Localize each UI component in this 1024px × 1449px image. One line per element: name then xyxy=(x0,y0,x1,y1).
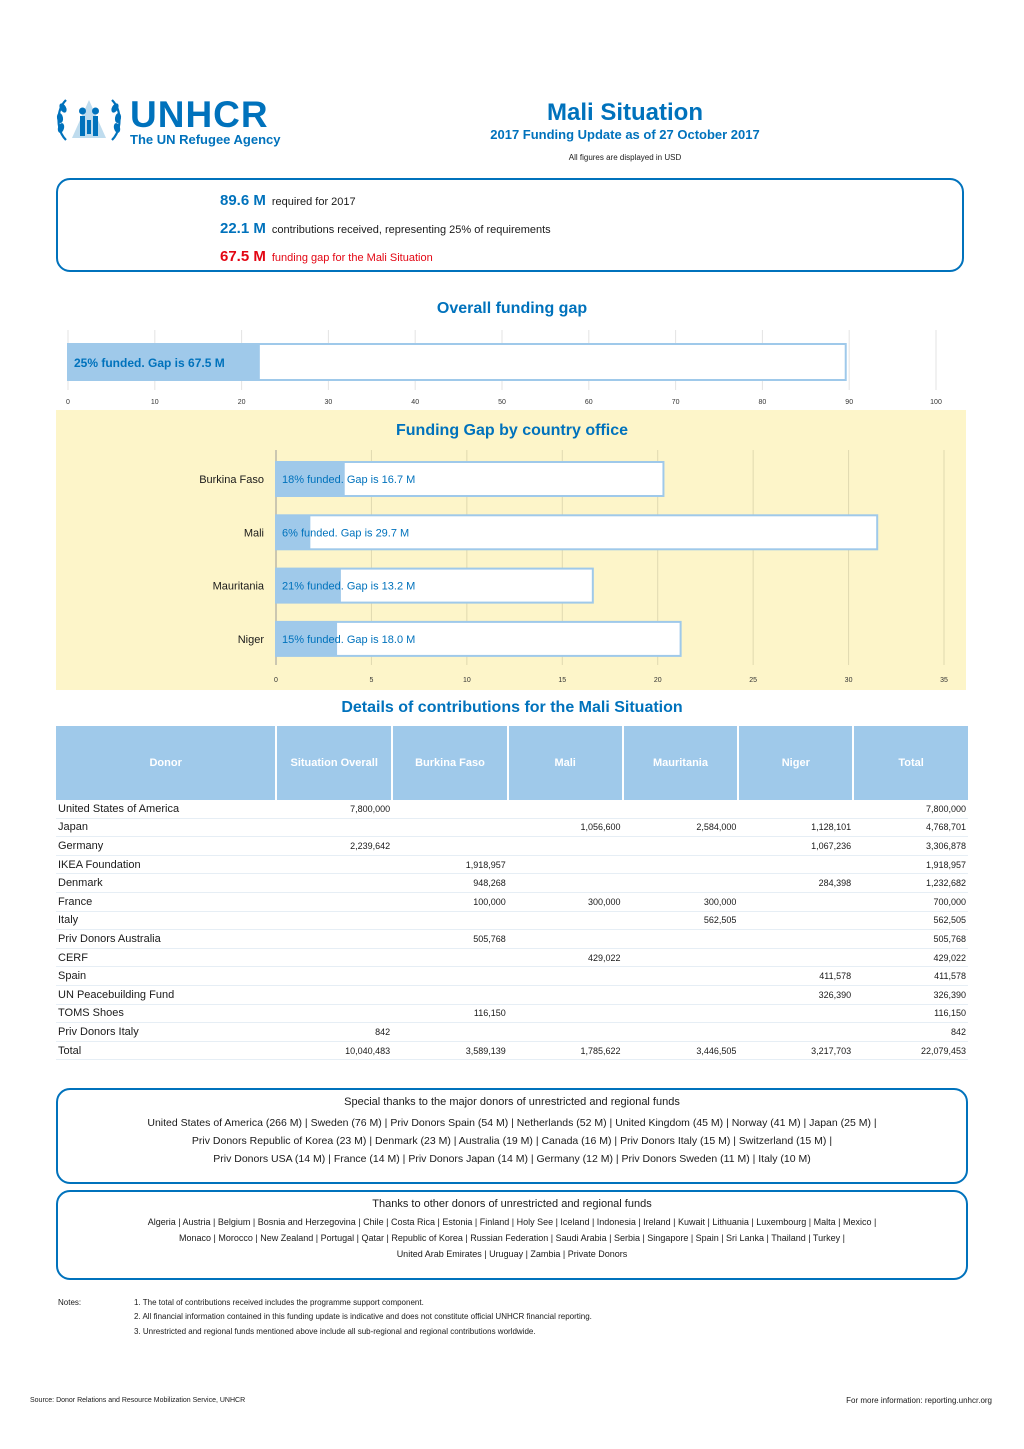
amount-cell: 429,022 xyxy=(508,948,623,967)
other-donors-line: United Arab Emirates | Uruguay | Zambia | Private Donors xyxy=(396,1249,628,1259)
amount-cell xyxy=(623,874,739,893)
x-tick-label: 0 xyxy=(66,399,70,406)
amount-cell: 1,056,600 xyxy=(508,818,623,837)
amount-cell xyxy=(623,1023,739,1042)
x-tick-label: 20 xyxy=(653,677,662,684)
category-label: Burkina Faso xyxy=(199,474,264,486)
amount-cell: 100,000 xyxy=(392,892,508,911)
major-donors-line: Priv Donors Republic of Korea (23 M) | Denmark (23 M) | Australia (19 M) | Canada (16 M) | Priv Donors Italy (15 M) | Switzerland (15 M) | xyxy=(191,1135,833,1147)
amount-cell: 700,000 xyxy=(853,892,968,911)
category-label: Mauritania xyxy=(212,580,264,593)
column-header: Mauritania xyxy=(623,726,739,800)
note-item: 3. Unrestricted and regional funds mentioned above include all sub-regional and regional contributions worldwide. xyxy=(134,1327,536,1336)
unhcr-emblem-icon xyxy=(54,94,124,146)
summary-received-value: 22.1 M xyxy=(220,220,266,237)
bar-label-pct: 6% funded xyxy=(282,527,335,540)
amount-cell xyxy=(276,930,392,949)
table-row xyxy=(56,985,968,1004)
bar-label-pct: 15% funded xyxy=(282,633,341,646)
amount-cell: 326,390 xyxy=(853,985,968,1004)
donor-cell: Spain xyxy=(56,967,276,986)
amount-cell xyxy=(508,911,623,930)
currency-note: All figures are displayed in USD xyxy=(568,153,682,162)
amount-cell: 2,584,000 xyxy=(623,818,739,837)
amount-cell xyxy=(508,1004,623,1023)
amount-cell xyxy=(276,911,392,930)
amount-cell xyxy=(508,800,623,818)
amount-cell: 3,589,139 xyxy=(392,1041,508,1060)
amount-cell: 116,150 xyxy=(392,1004,508,1023)
amount-cell: 3,446,505 xyxy=(623,1041,739,1060)
table-row xyxy=(56,911,968,930)
note-item: 1. The total of contributions received includes the programme support component. xyxy=(134,1298,424,1307)
summary-received-label: contributions received, representing 25% of requirements xyxy=(271,224,551,236)
amount-cell xyxy=(623,967,739,986)
amount-cell: 1,785,622 xyxy=(508,1041,623,1060)
column-header: Situation Overall xyxy=(276,726,392,800)
logo-wordmark: UNHCR xyxy=(130,94,269,135)
summary-gap xyxy=(220,248,433,265)
x-tick-label: 80 xyxy=(758,399,767,406)
x-tick-label: 50 xyxy=(498,399,506,406)
amount-cell: 411,578 xyxy=(738,967,853,986)
x-tick-label: 100 xyxy=(930,399,942,406)
amount-cell: 1,918,957 xyxy=(853,855,968,874)
amount-cell: 842 xyxy=(276,1023,392,1042)
amount-cell: 1,128,101 xyxy=(738,818,853,837)
donor-cell: Germany xyxy=(56,837,276,856)
amount-cell: 7,800,000 xyxy=(853,800,968,818)
amount-cell xyxy=(508,930,623,949)
amount-cell: 842 xyxy=(853,1023,968,1042)
amount-cell xyxy=(738,930,853,949)
amount-cell xyxy=(392,800,508,818)
amount-cell: 3,217,703 xyxy=(738,1041,853,1060)
contributions-table xyxy=(56,726,968,1060)
amount-cell xyxy=(738,892,853,911)
page-title: Mali Situation xyxy=(547,99,703,126)
x-tick-label: 90 xyxy=(845,399,854,406)
table-row xyxy=(56,967,968,986)
amount-cell xyxy=(738,948,853,967)
country-funding-chart xyxy=(56,410,966,690)
amount-cell xyxy=(623,930,739,949)
table-row xyxy=(56,930,968,949)
summary-gap-label: funding gap for the Mali Situation xyxy=(271,252,433,264)
amount-cell: 300,000 xyxy=(623,892,739,911)
table-row xyxy=(56,1004,968,1023)
donor-cell: France xyxy=(56,892,276,911)
table-title: Details of contributions for the Mali Situation xyxy=(341,699,683,716)
summary-received xyxy=(220,220,551,237)
amount-cell xyxy=(738,800,853,818)
x-tick-label: 60 xyxy=(584,399,593,406)
amount-cell xyxy=(276,818,392,837)
column-header: Burkina Faso xyxy=(392,726,508,800)
amount-cell xyxy=(623,1004,739,1023)
amount-cell: 284,398 xyxy=(738,874,853,893)
table-row xyxy=(56,1023,968,1042)
amount-cell xyxy=(623,855,739,874)
amount-cell: 3,306,878 xyxy=(853,837,968,856)
amount-cell xyxy=(276,855,392,874)
amount-cell xyxy=(392,911,508,930)
other-donors-line: Algeria | Austria | Belgium | Bosnia and Herzegovina | Chile | Costa Rica | Estonia | Finland | Holy See | Iceland | Indonesia | Ireland | Kuwait | Lithuania | Luxembourg | Malta | Mexico | xyxy=(147,1217,877,1227)
amount-cell xyxy=(623,948,739,967)
amount-cell xyxy=(392,967,508,986)
amount-cell xyxy=(508,985,623,1004)
amount-cell: 2,239,642 xyxy=(276,837,392,856)
major-donors-title: Special thanks to the major donors of unrestricted and regional funds xyxy=(344,1096,680,1108)
table-header-row xyxy=(56,726,968,800)
x-tick-label: 30 xyxy=(844,677,853,684)
amount-cell xyxy=(392,837,508,856)
table-total-row xyxy=(56,1041,968,1060)
x-tick-label: 35 xyxy=(940,677,948,684)
amount-cell: 505,768 xyxy=(392,930,508,949)
amount-cell xyxy=(738,911,853,930)
amount-cell xyxy=(508,874,623,893)
other-donors-box xyxy=(56,1190,968,1280)
amount-cell xyxy=(738,1004,853,1023)
amount-cell xyxy=(276,874,392,893)
donor-cell: TOMS Shoes xyxy=(56,1004,276,1023)
table-row xyxy=(56,855,968,874)
major-donors-line: Priv Donors USA (14 M) | France (14 M) | Priv Donors Japan (14 M) | Germany (12 M) | Priv Donors Sweden (11 M) | Italy (10 M) xyxy=(213,1153,811,1165)
amount-cell: 1,918,957 xyxy=(392,855,508,874)
x-tick-label: 10 xyxy=(462,677,471,684)
overall-chart-title: Overall funding gap xyxy=(436,300,588,317)
table-row xyxy=(56,892,968,911)
category-label: Niger xyxy=(237,633,264,646)
major-donors-line: United States of America (266 M) | Sweden (76 M) | Priv Donors Spain (54 M) | Netherlands (52 M) | United Kingdom (45 M) | Norway (41 M) | Japan (25 M) | xyxy=(147,1117,877,1129)
notes-label: Notes: xyxy=(58,1298,82,1307)
overall-funding-chart xyxy=(56,330,966,410)
amount-cell xyxy=(392,818,508,837)
amount-cell xyxy=(508,967,623,986)
x-tick-label: 25 xyxy=(749,677,758,684)
other-donors-title: Thanks to other donors of unrestricted and regional funds xyxy=(372,1198,652,1210)
source-note: Source: Donor Relations and Resource Mobilization Service, UNHCR xyxy=(30,1397,246,1404)
funding-summary-box xyxy=(56,178,964,272)
amount-cell xyxy=(276,892,392,911)
summary-gap-value: 67.5 M xyxy=(220,248,266,265)
amount-cell: 326,390 xyxy=(738,985,853,1004)
amount-cell xyxy=(508,837,623,856)
table-row xyxy=(56,800,968,818)
amount-cell xyxy=(276,967,392,986)
bar-data-label xyxy=(282,527,409,539)
column-header: Niger xyxy=(738,726,853,800)
amount-cell xyxy=(276,1004,392,1023)
bar-label-gap: . Gap is 18.0 M xyxy=(340,633,416,646)
amount-cell: 1,232,682 xyxy=(853,874,968,893)
amount-cell: 562,505 xyxy=(623,911,739,930)
amount-cell xyxy=(738,855,853,874)
category-label: Mali xyxy=(243,527,264,540)
amount-cell: 505,768 xyxy=(853,930,968,949)
x-tick-label: 15 xyxy=(558,677,567,684)
donor-cell: Priv Donors Italy xyxy=(56,1023,276,1042)
bar-label-pct: 18% funded xyxy=(282,474,341,486)
amount-cell: 116,150 xyxy=(853,1004,968,1023)
donor-cell: Priv Donors Australia xyxy=(56,930,276,949)
amount-cell: 948,268 xyxy=(392,874,508,893)
x-tick-label: 0 xyxy=(274,677,278,684)
amount-cell xyxy=(392,1023,508,1042)
amount-cell: 411,578 xyxy=(853,967,968,986)
other-donors-line: Monaco | Morocco | New Zealand | Portugal | Qatar | Republic of Korea | Russian Federation | Saudi Arabia | Serbia | Singapore | Spain | Sri Lanka | Thailand | Turkey | xyxy=(179,1233,845,1243)
donor-cell: UN Peacebuilding Fund xyxy=(56,985,276,1004)
donor-cell: Italy xyxy=(56,911,276,930)
note-item: 2. All financial information contained in this funding update is indicative and does not constitute official UNHCR financial reporting. xyxy=(134,1312,592,1321)
amount-cell: 300,000 xyxy=(508,892,623,911)
amount-cell xyxy=(508,855,623,874)
amount-cell xyxy=(738,1023,853,1042)
amount-cell xyxy=(623,800,739,818)
summary-required-value: 89.6 M xyxy=(220,192,266,209)
table-row xyxy=(56,818,968,837)
table-row xyxy=(56,837,968,856)
amount-cell xyxy=(508,1023,623,1042)
amount-cell xyxy=(623,985,739,1004)
x-tick-label: 70 xyxy=(671,399,680,406)
amount-cell: 7,800,000 xyxy=(276,800,392,818)
donor-cell: IKEA Foundation xyxy=(56,855,276,874)
logo-tagline: The UN Refugee Agency xyxy=(130,132,281,147)
bar-data-label xyxy=(282,634,415,646)
bar-label-pct: 21% funded xyxy=(282,580,341,593)
x-tick-label: 40 xyxy=(411,399,420,406)
donor-cell: Denmark xyxy=(56,874,276,893)
x-tick-label: 5 xyxy=(369,677,374,684)
amount-cell: 10,040,483 xyxy=(276,1041,392,1060)
country-chart-title: Funding Gap by country office xyxy=(396,422,628,439)
amount-cell xyxy=(276,985,392,1004)
bar-label-gap: . Gap is 29.7 M xyxy=(334,527,410,540)
table-row xyxy=(56,874,968,893)
x-tick-label: 30 xyxy=(324,399,333,406)
table-row xyxy=(56,948,968,967)
amount-cell: 22,079,453 xyxy=(853,1041,968,1060)
amount-cell xyxy=(392,985,508,1004)
amount-cell: 562,505 xyxy=(853,911,968,930)
column-header: Donor xyxy=(56,726,276,800)
summary-required xyxy=(220,192,356,209)
x-tick-label: 20 xyxy=(237,399,246,406)
donor-cell: CERF xyxy=(56,948,276,967)
donor-cell: United States of America xyxy=(56,800,276,818)
column-header: Total xyxy=(853,726,968,800)
bar-data-label xyxy=(282,474,415,486)
donor-cell: Total xyxy=(56,1041,276,1060)
amount-cell: 4,768,701 xyxy=(853,818,968,837)
major-donors-box xyxy=(56,1088,968,1184)
amount-cell xyxy=(392,948,508,967)
summary-required-label: required for 2017 xyxy=(271,196,356,208)
column-header: Mali xyxy=(508,726,623,800)
page-subtitle: 2017 Funding Update as of 27 October 2017 xyxy=(490,127,760,142)
more-info-link[interactable]: For more information: reporting.unhcr.org xyxy=(846,1396,992,1405)
donor-cell: Japan xyxy=(56,818,276,837)
x-tick-label: 10 xyxy=(150,399,159,406)
amount-cell xyxy=(276,948,392,967)
bar-data-label: 25% funded. Gap is 67.5 M xyxy=(74,356,225,370)
bar-data-label xyxy=(282,581,415,593)
amount-cell xyxy=(623,837,739,856)
amount-cell: 1,067,236 xyxy=(738,837,853,856)
bar-label-gap: . Gap is 13.2 M xyxy=(340,580,416,593)
bar-label-gap: . Gap is 16.7 M xyxy=(340,474,416,486)
amount-cell: 429,022 xyxy=(853,948,968,967)
